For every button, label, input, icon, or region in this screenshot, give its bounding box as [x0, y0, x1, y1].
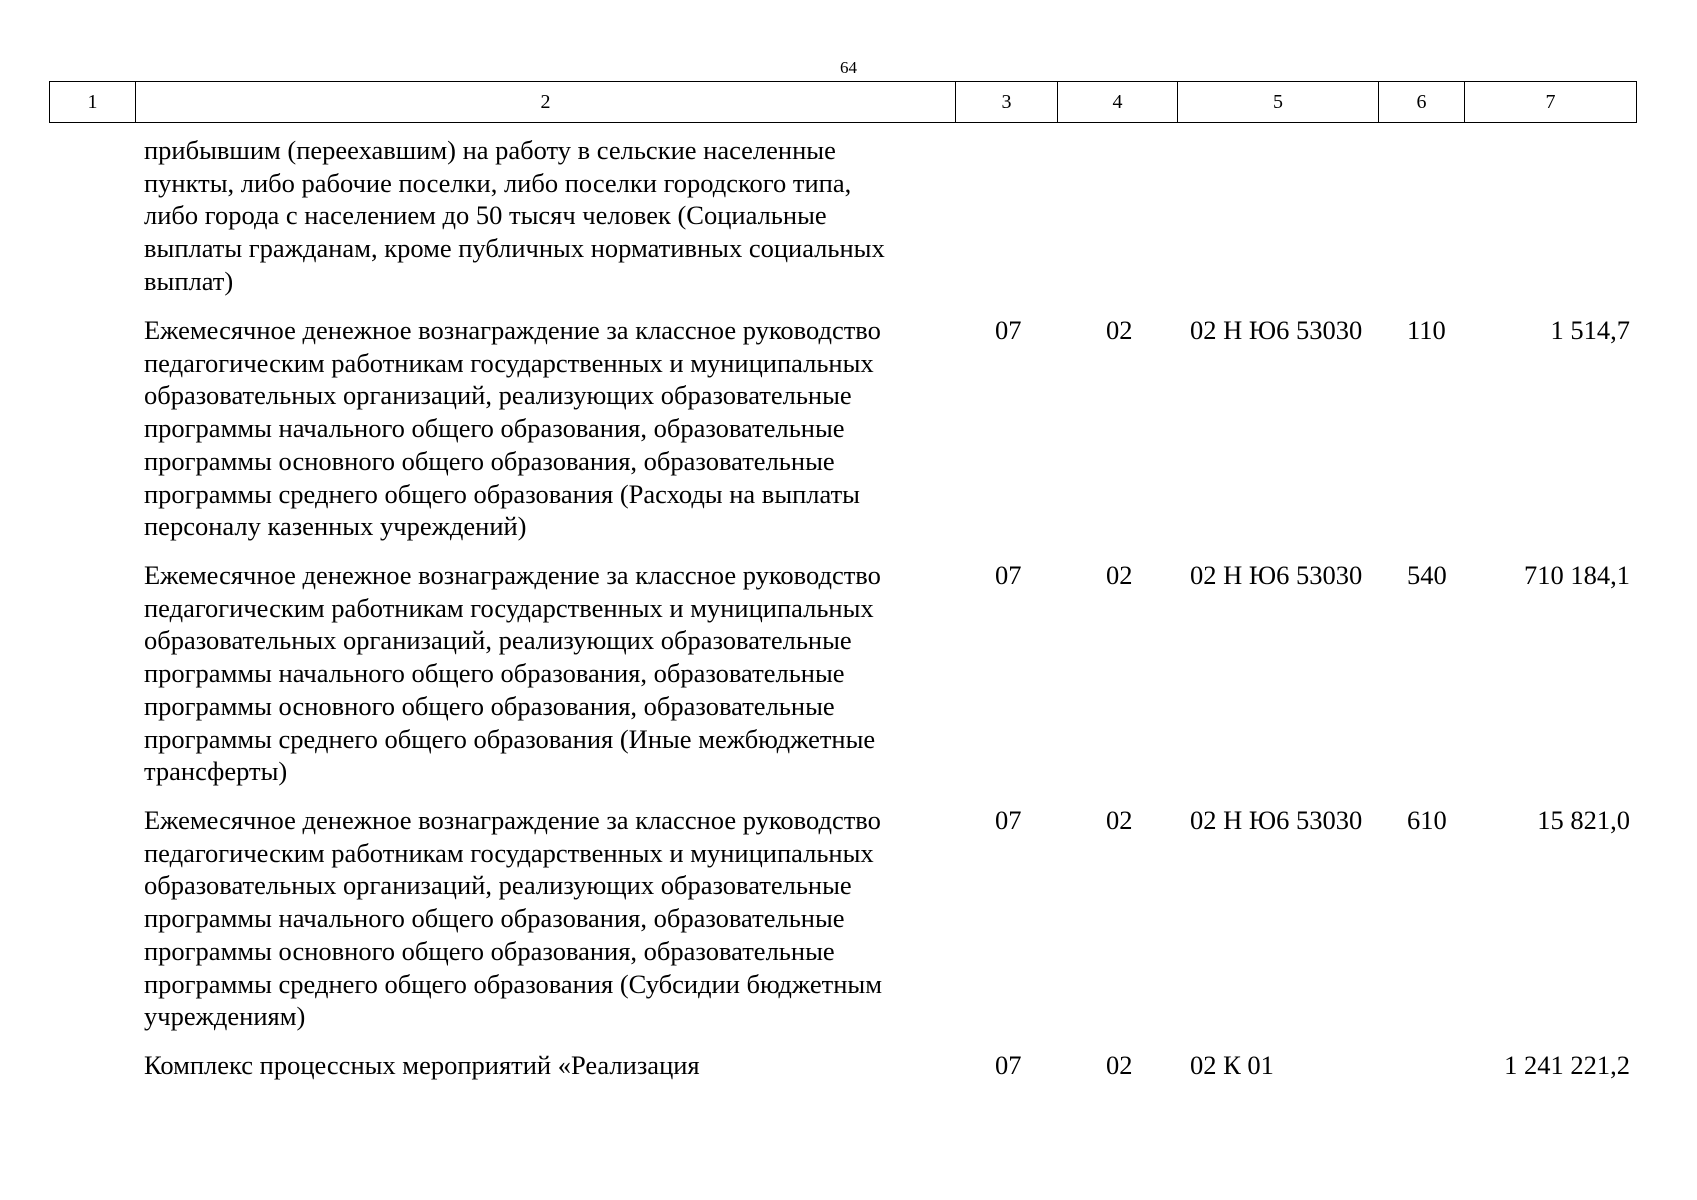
row-description: Комплекс процессных мероприятий «Реализация: [144, 1050, 700, 1080]
column-header-3: 3: [956, 82, 1058, 123]
row-subsection: 02: [1106, 560, 1133, 590]
row-expense-type: 610: [1407, 805, 1447, 835]
column-header-4: 4: [1058, 82, 1178, 123]
column-header-5: 5: [1178, 82, 1379, 123]
row-description: Ежемесячное денежное вознаграждение за классное руководство педагогическим работникам государственных и муниципальных образовательных организаций, реализующих образовательные программы начального общего образования, образовательные программы основного общего образования, образовательные программы среднего общего образования (Расходы на выплаты персоналу казенных учреждений): [144, 315, 881, 542]
row-description: прибывшим (переехавшим) на работу в сельские населенные пункты, либо рабочие поселки, либо поселки городского типа, либо города с населением до 50 тысяч человек (Социальные выплаты гражданам, кроме публичных нормативных социальных выплат): [144, 135, 885, 296]
row-section: 07: [995, 315, 1022, 345]
column-header-table: [49, 81, 1637, 123]
row-amount: 1 514,7: [1550, 315, 1630, 345]
row-target-code: 02 Н Ю6 53030: [1190, 315, 1363, 345]
row-expense-type: 110: [1407, 315, 1446, 345]
row-target-code: 02 Н Ю6 53030: [1190, 560, 1363, 590]
row-section: 07: [995, 1050, 1022, 1080]
row-target-code: 02 Н Ю6 53030: [1190, 805, 1363, 835]
page-number: 64: [840, 58, 857, 77]
column-header-1: 1: [50, 82, 136, 123]
row-section: 07: [995, 560, 1022, 590]
row-amount: 710 184,1: [1524, 560, 1630, 590]
row-amount: 15 821,0: [1537, 805, 1630, 835]
row-description: Ежемесячное денежное вознаграждение за классное руководство педагогическим работникам государственных и муниципальных образовательных организаций, реализующих образовательные программы начального общего образования, образовательные программы основного общего образования, образовательные программы среднего общего образования (Субсидии бюджетным учреждениям): [144, 805, 882, 1032]
column-header-7: 7: [1465, 82, 1637, 123]
row-description: Ежемесячное денежное вознаграждение за классное руководство педагогическим работникам государственных и муниципальных образовательных организаций, реализующих образовательные программы начального общего образования, образовательные программы основного общего образования, образовательные программы среднего общего образования (Иные межбюджетные трансферты): [144, 560, 881, 787]
column-header-2: 2: [136, 82, 956, 123]
row-subsection: 02: [1106, 315, 1133, 345]
column-header-6: 6: [1379, 82, 1465, 123]
row-subsection: 02: [1106, 1050, 1133, 1080]
row-subsection: 02: [1106, 805, 1133, 835]
row-expense-type: 540: [1407, 560, 1447, 590]
row-amount: 1 241 221,2: [1504, 1050, 1630, 1080]
row-section: 07: [995, 805, 1022, 835]
column-header-row: [50, 82, 1637, 123]
row-target-code: 02 К 01: [1190, 1050, 1274, 1080]
